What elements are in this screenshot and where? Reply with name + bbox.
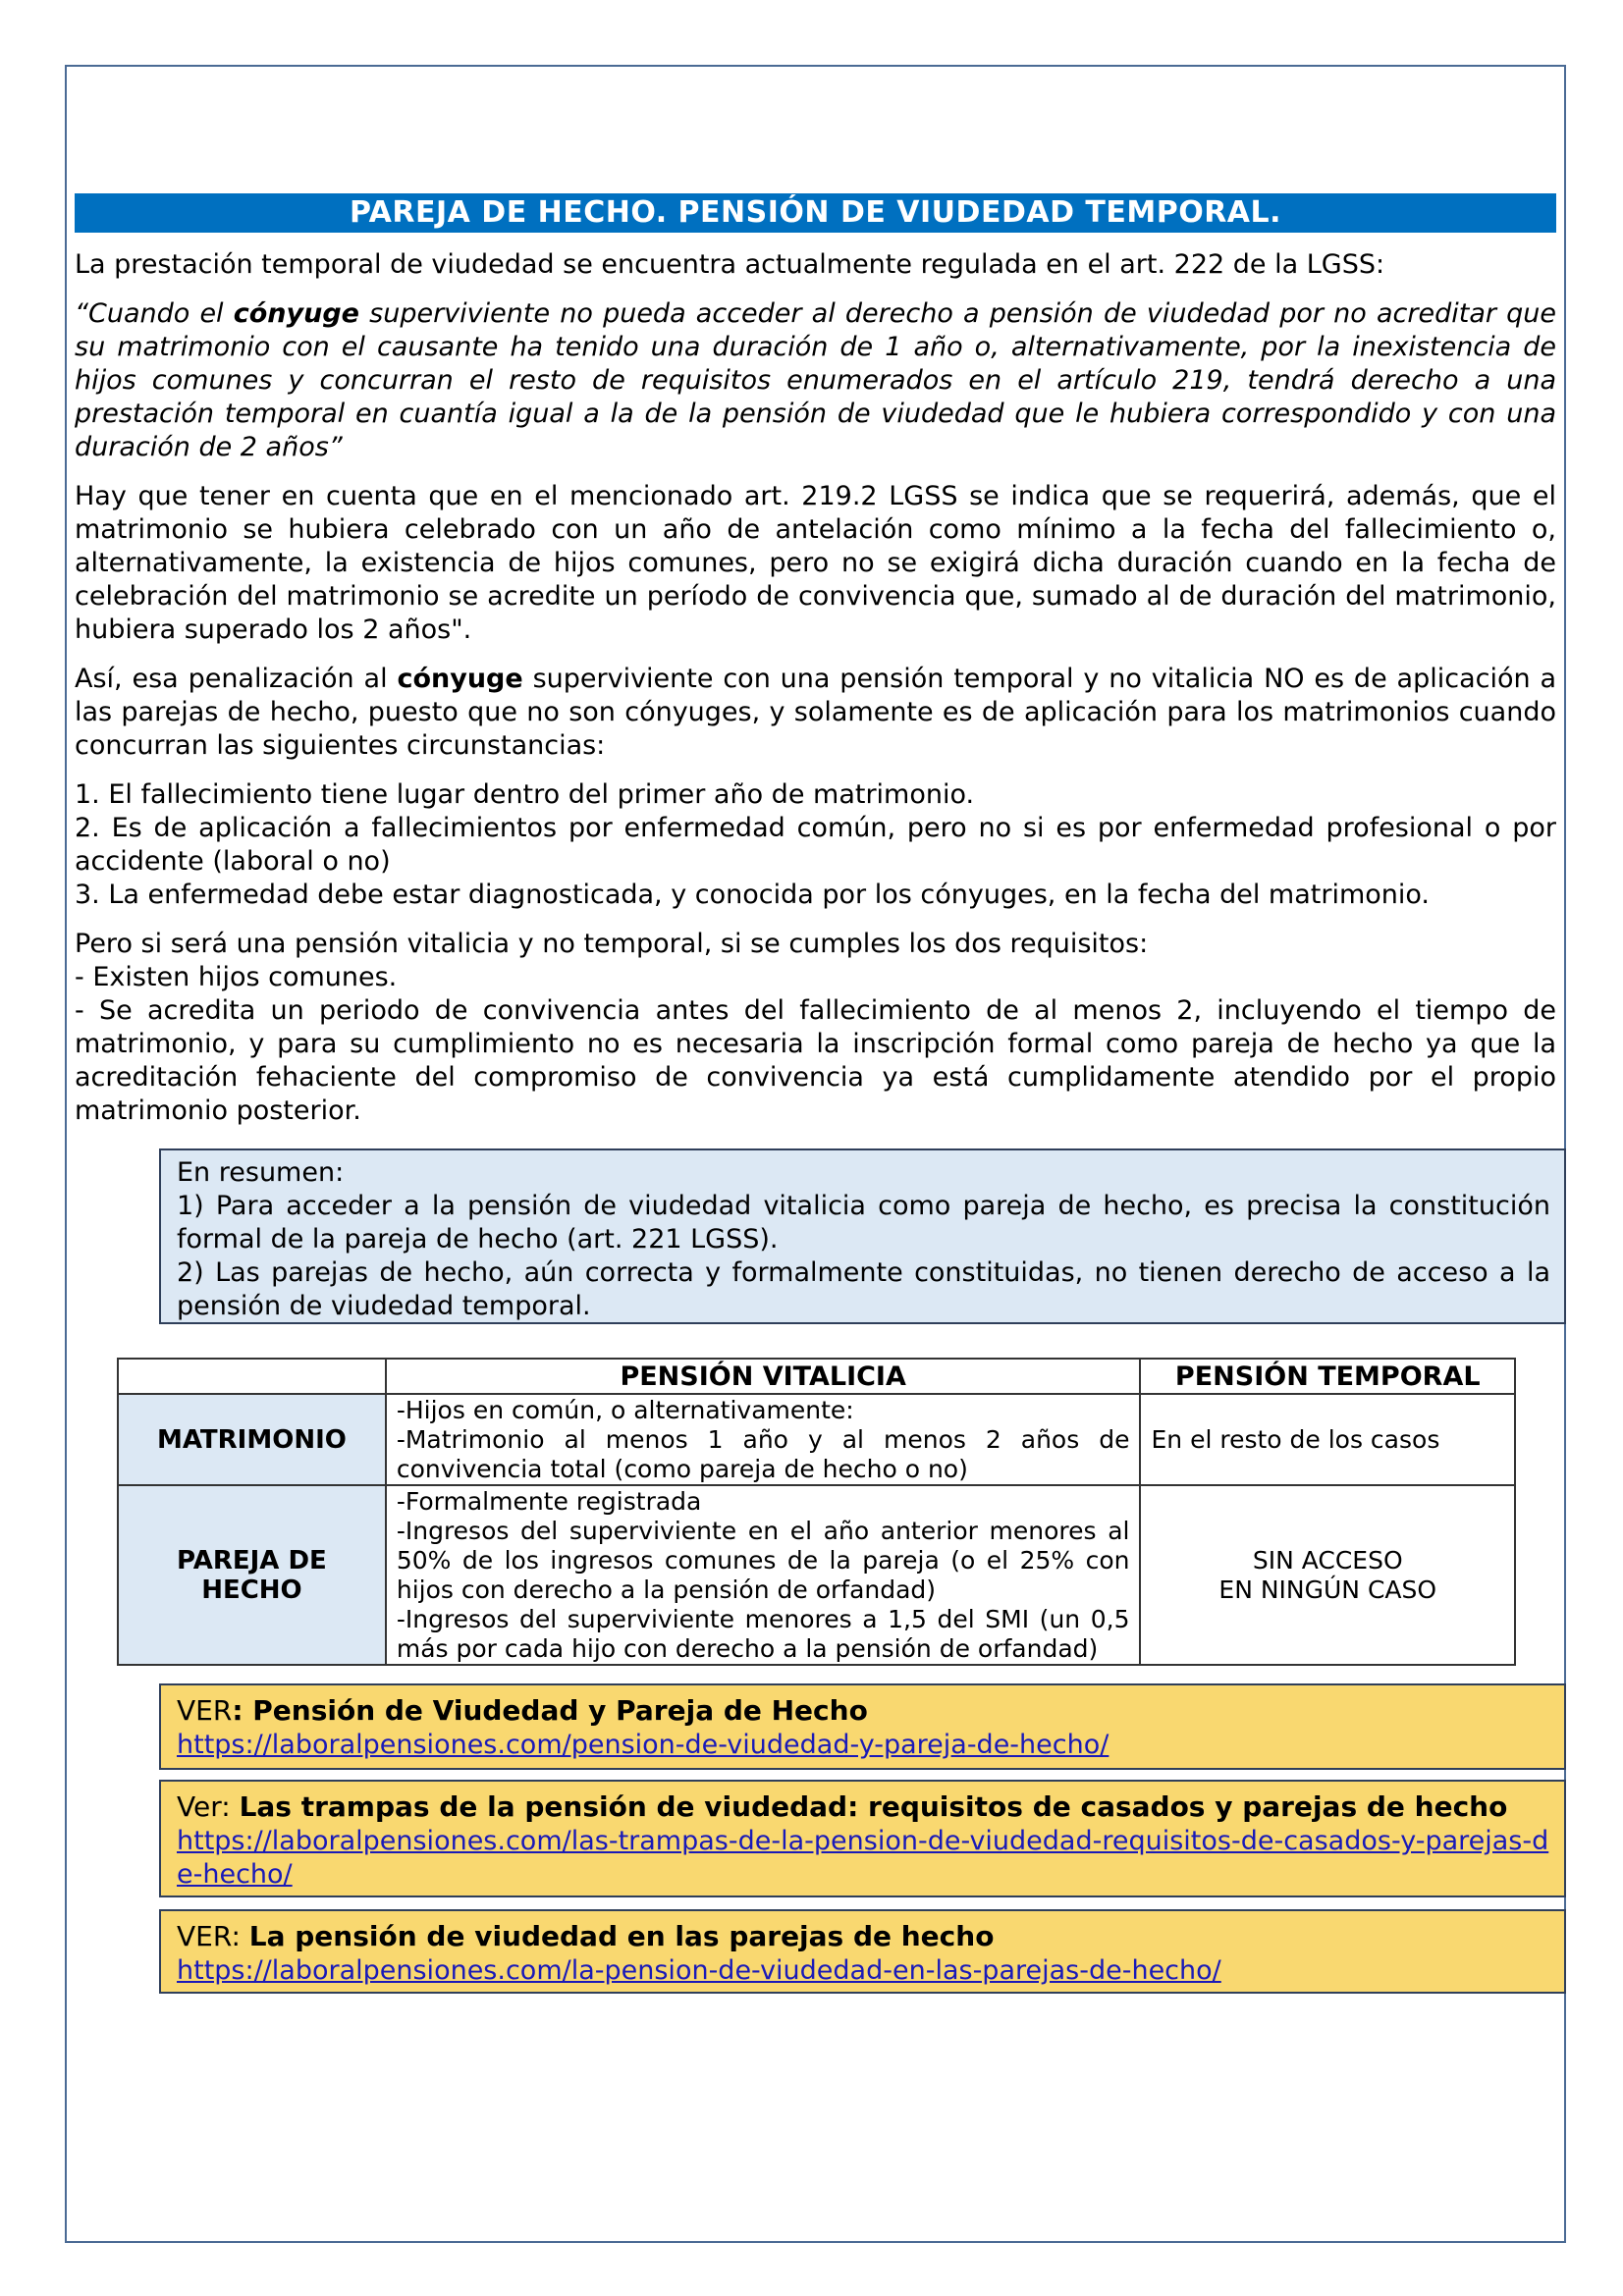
table-header-empty	[118, 1359, 386, 1394]
main-content	[75, 193, 1556, 1128]
requirements-block	[75, 928, 1556, 1128]
intro-paragraph: La prestación temporal de viudedad se encuentra actualmente regulada en el art. 222 de la LGSS:	[75, 249, 1385, 280]
paragraph-penalizacion	[75, 663, 1556, 763]
link-title-text: Las trampas de la pensión de viudedad: requisitos de casados y parejas de hecho	[239, 1790, 1508, 1823]
summary-box	[159, 1148, 1566, 1324]
table-header-temporal: PENSIÓN TEMPORAL	[1140, 1359, 1515, 1394]
row-label-pareja-de-hecho	[118, 1485, 386, 1665]
summary-heading: En resumen:	[177, 1157, 345, 1188]
requirement-item: - Se acredita un periodo de convivencia antes del fallecimiento de al menos 2, incluyendo el tiempo de matrimonio, y para su cumplimiento no es necesaria la inscripción formal como pareja de hecho ya que la acreditación fehaciente del compromiso de convivencia ya está cumplidamente atendido por el propio matrimonio posterior.	[75, 995, 1556, 1126]
link-title	[177, 1919, 1550, 1954]
table-header-vitalicia: PENSIÓN VITALICIA	[386, 1359, 1141, 1394]
link-prefix: VER:	[177, 1920, 249, 1952]
row-label-line: HECHO	[201, 1575, 302, 1605]
link-box	[159, 1909, 1566, 1994]
paragraph-text: superviviente con una pensión temporal y no vitalicia NO es de aplicación a las parejas de hecho, puesto que no son cónyuges, y solamente es de aplicación para los matrimonios cuando concurran las siguientes circunstancias:	[75, 664, 1557, 761]
external-link[interactable]: https://laboralpensiones.com/las-trampas-de-la-pension-de-viudedad-requisitos-de-casados-y-parejas-de-hecho/	[177, 1826, 1549, 1890]
link-prefix: Ver:	[177, 1790, 240, 1823]
table-header-row	[118, 1359, 1515, 1394]
link-title	[177, 1693, 1550, 1729]
cell-line: -Matrimonio al menos 1 año y al menos 2 años de convivencia total (como pareja de hecho o no)	[396, 1424, 1130, 1483]
paragraph-bold-term: cónyuge	[397, 664, 523, 694]
link-box	[159, 1683, 1566, 1770]
law-quote	[75, 297, 1556, 464]
external-link[interactable]: https://laboralpensiones.com/pension-de-viudedad-y-pareja-de-hecho/	[177, 1730, 1109, 1760]
quote-bold-term: cónyuge	[233, 298, 359, 329]
quote-text: “Cuando el	[75, 298, 234, 329]
list-item: 2. Es de aplicación a fallecimientos por enfermedad común, pero no si es por enfermedad profesional o por accidente (laboral o no)	[75, 813, 1556, 877]
external-link[interactable]: https://laboralpensiones.com/la-pension-de-viudedad-en-las-parejas-de-hecho/	[177, 1955, 1221, 1986]
link-title	[177, 1789, 1550, 1825]
row-label-line: PAREJA DE	[177, 1545, 327, 1575]
requirements-intro: Pero si será una pensión vitalicia y no temporal, si se cumples los dos requisitos:	[75, 929, 1149, 959]
list-item: 3. La enfermedad debe estar diagnosticada, y conocida por los cónyuges, en la fecha del matrimonio.	[75, 880, 1431, 910]
summary-item: 2) Las parejas de hecho, aún correcta y formalmente constituidas, no tienen derecho de acceso a la pensión de viudedad temporal.	[177, 1257, 1550, 1321]
comparison-table	[117, 1358, 1516, 1666]
table-row	[118, 1394, 1515, 1485]
link-prefix: VER	[177, 1694, 233, 1727]
cell-temporal-pareja	[1140, 1485, 1515, 1665]
cell-line: -Ingresos del superviviente menores a 1,5 del SMI (un 0,5 más por cada hijo con derecho a la pensión de orfandad)	[396, 1604, 1130, 1663]
link-title-text: : Pensión de Viudedad y Pareja de Hecho	[232, 1694, 868, 1727]
cell-line: -Hijos en común, o alternativamente:	[396, 1395, 854, 1424]
requirement-item: - Existen hijos comunes.	[75, 962, 398, 992]
cell-temporal-matrimonio: En el resto de los casos	[1140, 1394, 1515, 1485]
cell-vitalicia-matrimonio	[386, 1394, 1141, 1485]
link-title-text: La pensión de viudedad en las parejas de hecho	[248, 1920, 995, 1952]
circumstances-list	[75, 778, 1556, 912]
list-item: 1. El fallecimiento tiene lugar dentro del primer año de matrimonio.	[75, 779, 975, 810]
cell-line: -Formalmente registrada	[396, 1486, 702, 1516]
table-row	[118, 1485, 1515, 1665]
section-title-banner: PAREJA DE HECHO. PENSIÓN DE VIUDEDAD TEMPORAL.	[75, 193, 1556, 233]
link-box	[159, 1780, 1566, 1897]
paragraph-text: Así, esa penalización al	[75, 664, 398, 694]
row-label-matrimonio: MATRIMONIO	[118, 1394, 386, 1485]
summary-item: 1) Para acceder a la pensión de viudedad vitalicia como pareja de hecho, es precisa la constitución formal de la pareja de hecho (art. 221 LGSS).	[177, 1191, 1550, 1255]
paragraph-art-219: Hay que tener en cuenta que en el mencionado art. 219.2 LGSS se indica que se requerirá, además, que el matrimonio se hubiera celebrado con un año de antelación como mínimo a la fecha del fallecimiento o, alternativamente, la existencia de hijos comunes, pero no se exigirá dicha duración cuando en la fecha de celebración del matrimonio se acredite un período de convivencia que, sumado al de duración del matrimonio, hubiera superado los 2 años".	[75, 481, 1556, 645]
quote-text: superviviente no pueda acceder al derecho a pensión de viudedad por no acreditar que su matrimonio con el causante ha tenido una duración de 1 año o, alternativamente, por la inexistencia de hijos comunes y concurran el resto de requisitos enumerados en el artículo 219, tendrá derecho a una prestación temporal en cuantía igual a la de la pensión de viudedad que le hubiera correspondido y con una duración de 2 años”	[75, 298, 1557, 462]
cell-vitalicia-pareja	[386, 1485, 1141, 1665]
cell-line: SIN ACCESO	[1252, 1545, 1403, 1575]
cell-line: -Ingresos del superviviente en el año anterior menores al 50% de los ingresos comunes de la pareja (o el 25% con hijos con derecho a la pensión de orfandad)	[396, 1516, 1130, 1604]
cell-line: EN NINGÚN CASO	[1218, 1575, 1437, 1604]
